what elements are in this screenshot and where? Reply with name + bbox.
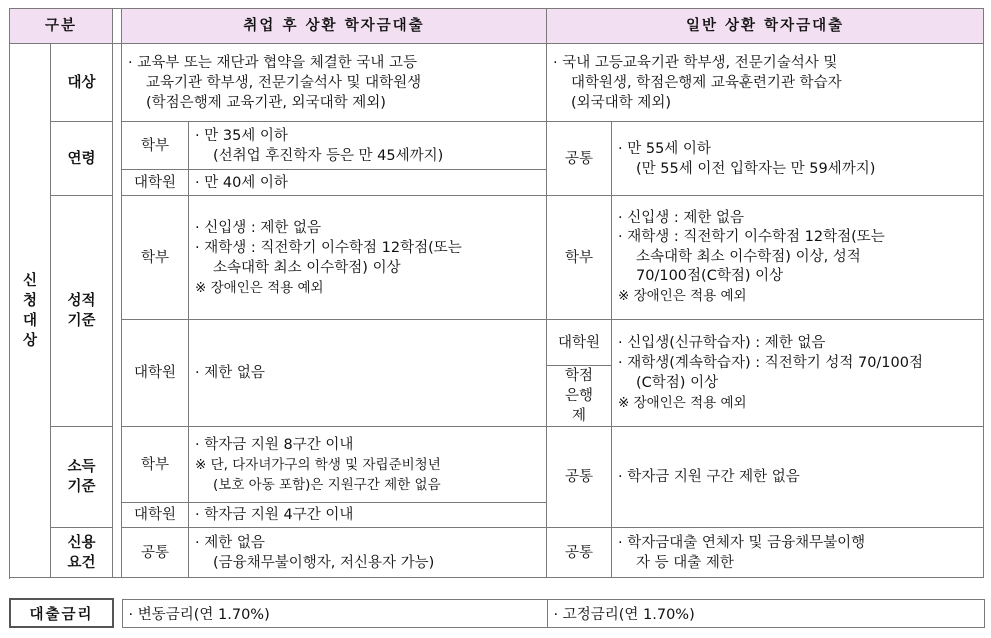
text-line: · 신입생(신규학습자) : 제한 없음 — [618, 335, 826, 351]
column-gap — [113, 44, 122, 578]
target-general-cell — [547, 44, 984, 122]
interest-rate-table — [9, 598, 985, 628]
target-employment-cell — [122, 44, 547, 122]
income-label — [51, 427, 113, 528]
text-line: (금융채무불이행자, 저신용자 가능) — [213, 554, 435, 571]
text-line: (만 55세 이전 입학자는 만 59세까지) — [636, 160, 876, 177]
column-gap — [113, 9, 122, 44]
interest-employment-cell: · 변동금리(연 1.70%) — [122, 599, 547, 627]
table-row-credit — [10, 528, 984, 578]
grade-label — [51, 196, 113, 427]
income-emp-undergrad-cell — [189, 427, 547, 503]
text-line: (C학점) 이상 — [636, 375, 719, 391]
credit-label — [51, 528, 113, 578]
age-emp-grad-label: 대학원 — [122, 170, 189, 196]
text-line: · 재학생(계속학습자) : 직전학기 성적 70/100점 — [618, 355, 923, 371]
table-row-grade — [10, 196, 984, 320]
loan-comparison-table-frame — [9, 8, 983, 590]
text-line: · 제한 없음 — [195, 534, 265, 551]
interest-general-cell: · 고정금리(연 1.70%) — [547, 599, 984, 627]
table-row-grade-grad — [10, 320, 984, 366]
table-row-age — [10, 122, 984, 170]
grade-emp-undergrad-cell — [189, 196, 547, 320]
age-gen-label: 공통 — [547, 122, 612, 196]
employment-loan-header: 취업 후 상환 학자금대출 — [122, 9, 547, 44]
category-header: 구분 — [10, 9, 113, 44]
interest-rate-label: 대출금리 — [10, 599, 113, 627]
text-line: 70/100점(C학점) 이상 — [636, 268, 784, 285]
table-row-income — [10, 427, 984, 503]
credit-emp-label: 공통 — [122, 528, 189, 578]
text-line: ※ 장애인은 적용 예외 — [195, 279, 324, 296]
text-line: ※ 단, 다자녀가구의 학생 및 자립준비청년 — [195, 456, 441, 473]
text-line: · 신입생 : 제한 없음 — [195, 219, 321, 236]
text-line: · 학자금대출 연체자 및 금융채무불이행 — [618, 534, 866, 551]
applicant-group-label — [10, 44, 51, 578]
text-line: · 만 55세 이하 — [618, 140, 711, 157]
text-line: · 재학생 : 직전학기 이수학점 12학점(또는 — [618, 229, 885, 246]
grade-gen-grad-label: 대학원 — [547, 320, 612, 366]
credit-gen-cell — [612, 528, 984, 578]
applicant-group-text: 신청대상 — [22, 272, 37, 349]
grade-emp-grad-cell: · 제한 없음 — [189, 320, 547, 427]
grade-emp-grad-label: 대학원 — [122, 320, 189, 427]
text-line: (학점은행제 교육기관, 외국대학 제외) — [146, 94, 386, 111]
credit-gen-label: 공통 — [547, 528, 612, 578]
text-line: · 국내 고등교육기관 학부생, 전문기술석사 및 — [553, 54, 838, 71]
text-line: (선취업 후진학자 등은 만 45세까지) — [213, 147, 444, 164]
grade-gen-undergrad-cell — [612, 196, 984, 320]
age-emp-grad-cell: · 만 40세 이하 — [189, 170, 547, 196]
table-row-target — [10, 44, 984, 122]
income-emp-undergrad-label: 학부 — [122, 427, 189, 503]
income-gen-cell: · 학자금 지원 구간 제한 없음 — [612, 427, 984, 528]
credit-bank-text: 학점 은행제 — [565, 368, 594, 424]
interest-rate-row — [10, 599, 984, 627]
loan-comparison-table — [9, 8, 984, 578]
text-line: · 만 35세 이하 — [195, 127, 288, 144]
interest-rate-section — [9, 598, 983, 628]
text-line: (외국대학 제외) — [571, 94, 671, 111]
grade-gen-undergrad-label: 학부 — [547, 196, 612, 320]
text-line: · 교육부 또는 재단과 협약을 체결한 국내 고등 — [128, 54, 418, 71]
income-gen-label: 공통 — [547, 427, 612, 528]
text-line: ※ 장애인은 적용 예외 — [618, 395, 747, 411]
text-line: 대학원생, 학점은행제 교육훈련기관 학습자 — [571, 74, 842, 91]
text-line: (보호 아동 포함)은 지원구간 제한 없음 — [213, 476, 441, 493]
text-line: · 재학생 : 직전학기 이수학점 12학점(또는 — [195, 239, 462, 256]
grade-emp-undergrad-label: 학부 — [122, 196, 189, 320]
age-emp-undergrad-label: 학부 — [122, 122, 189, 170]
income-emp-grad-cell: · 학자금 지원 4구간 이내 — [189, 503, 547, 528]
text-line: · 학자금 지원 8구간 이내 — [195, 436, 354, 453]
text-line: · 신입생 : 제한 없음 — [618, 209, 744, 226]
credit-label-text: 신용 요건 — [67, 534, 96, 571]
table-header-row — [10, 9, 984, 44]
age-label: 연령 — [51, 122, 113, 196]
credit-emp-cell — [189, 528, 547, 578]
age-emp-undergrad-cell — [189, 122, 547, 170]
text-line: 소속대학 최소 이수학점) 이상 — [213, 259, 401, 276]
text-line: ※ 장애인은 적용 예외 — [618, 287, 747, 304]
income-emp-grad-label: 대학원 — [122, 503, 189, 528]
grade-gen-credit-bank-label — [547, 366, 612, 427]
general-loan-header: 일반 상환 학자금대출 — [547, 9, 984, 44]
text-line: 교육기관 학부생, 전문기술석사 및 대학원생 — [146, 74, 422, 91]
grade-gen-grad-cell — [612, 320, 984, 427]
text-line: 소속대학 최소 이수학점) 이상, 성적 — [636, 248, 861, 265]
income-label-text: 소득 기준 — [67, 459, 96, 495]
column-gap — [113, 599, 122, 627]
grade-label-text: 성적 기준 — [67, 293, 96, 329]
age-gen-cell — [612, 122, 984, 196]
target-label: 대상 — [51, 44, 113, 122]
text-line: 자 등 대출 제한 — [636, 554, 734, 571]
